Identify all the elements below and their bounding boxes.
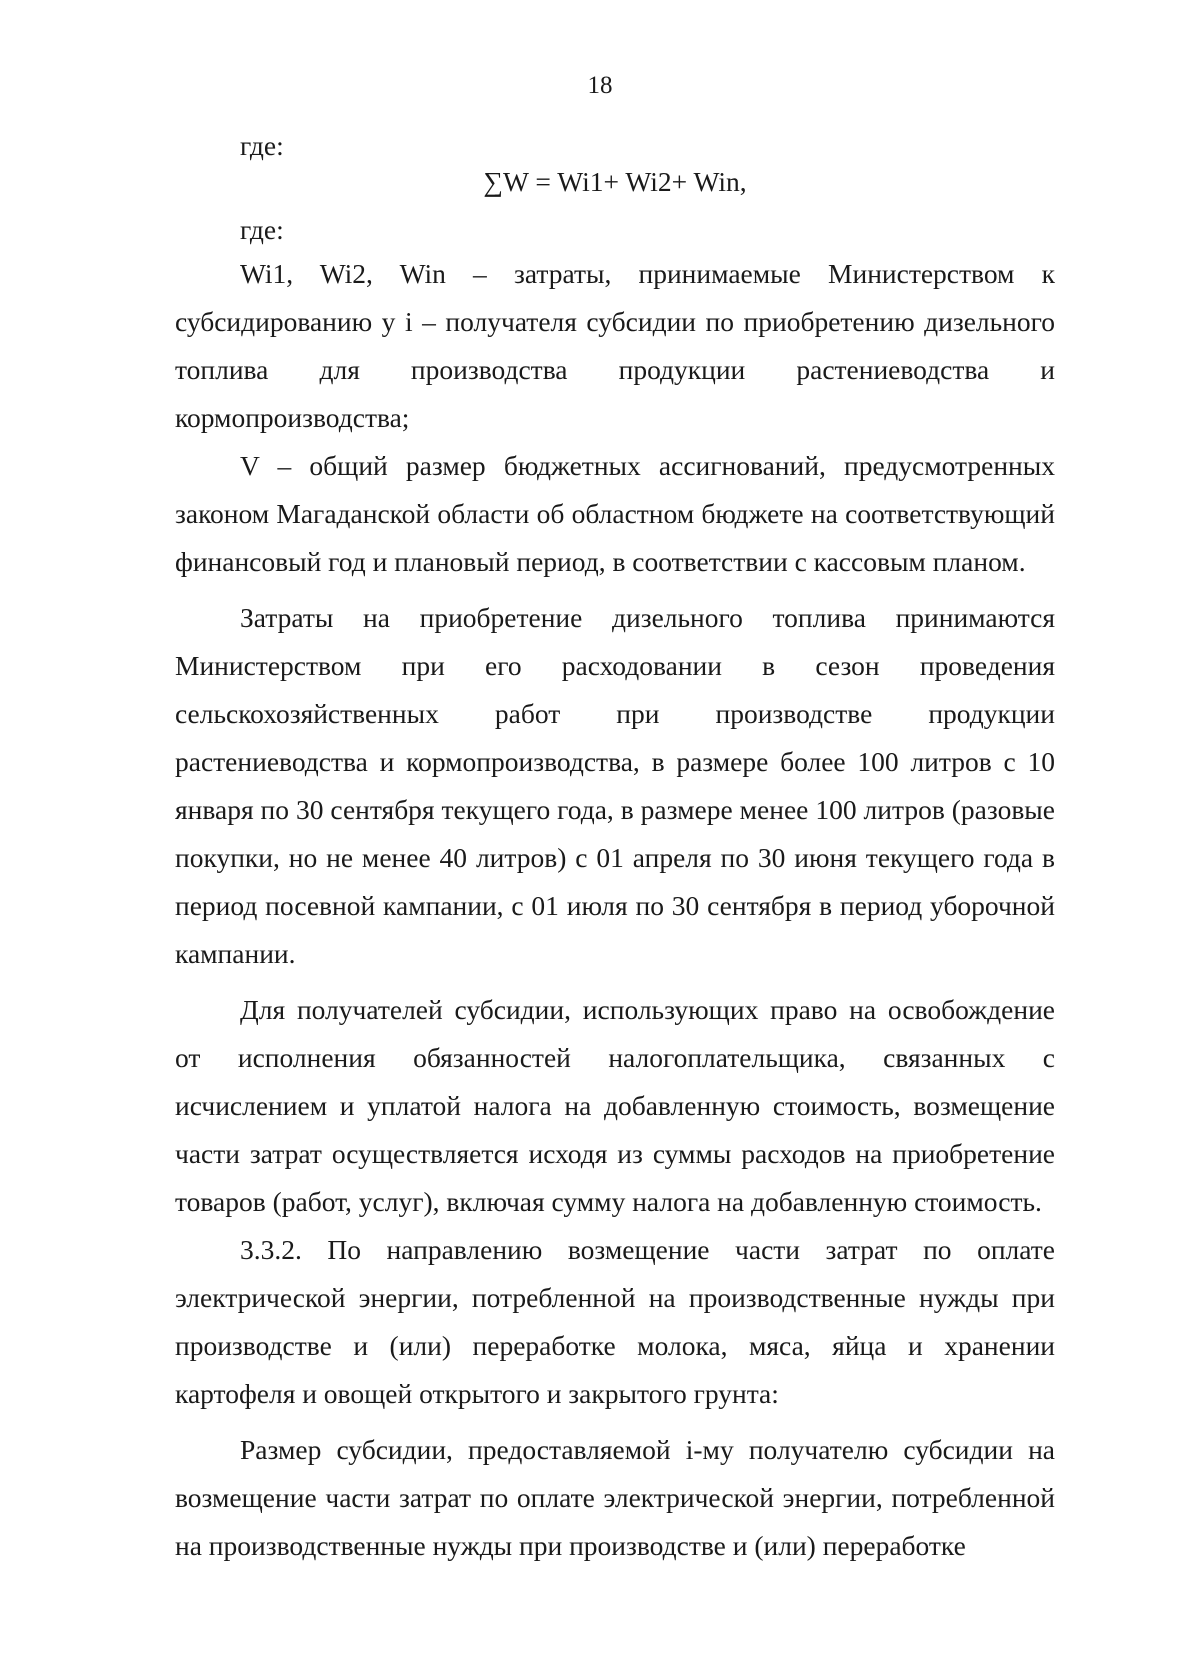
paragraph-diesel-costs: Затраты на приобретение дизельного топлива принимаются Министерством при его расходовании в сезон проведения сельскохозяйственных работ при производстве продукции растениеводства и кормопроизводства, в размере более 100 литров с 10 января по 30 сентября текущего года, в размере менее 100 литров (разовые покупки, но не менее 40 литров) с 01 апреля по 30 июня текущего года в период посевной кампании, с 01 июля по 30 сентября в период уборочной кампании.	[175, 602, 1055, 969]
paragraph-v-definition: V – общий размер бюджетных ассигнований, предусмотренных законом Магаданской области об областном бюджете на соответствующий финансовый год и плановый период, в соответствии с кассовым планом.	[175, 450, 1055, 577]
where-label-1: где:	[240, 130, 284, 161]
document-body	[175, 250, 1055, 1570]
paragraph-section-3-3-2: 3.3.2. По направлению возмещение части затрат по оплате электрической энергии, потребленной на производственные нужды при производстве и (или) переработке молока, мяса, яйца и хранении картофеля и овощей открытого и закрытого грунта:	[175, 1234, 1055, 1409]
paragraph-wi-definition: Wi1, Wi2, Win – затраты, принимаемые Министерством к субсидированию у i – получателя субсидии по приобретению дизельного топлива для производства продукции растениеводства и кормопроизводства;	[175, 258, 1055, 433]
sum-formula: ∑W = Wi1+ Wi2+ Win,	[483, 166, 747, 197]
page-number: 18	[587, 72, 613, 99]
paragraph-vat-exemption: Для получателей субсидии, использующих право на освобождение от исполнения обязанностей налогоплательщика, связанных с исчислением и уплатой налога на добавленную стоимость, возмещение части затрат осуществляется исходя из суммы расходов на приобретение товаров (работ, услуг), включая сумму налога на добавленную стоимость.	[175, 994, 1055, 1217]
where-label-2: где:	[240, 214, 284, 245]
paragraph-subsidy-size: Размер субсидии, предоставляемой i-му получателю субсидии на возмещение части затрат по оплате электрической энергии, потребленной на производственные нужды при производстве и (или) переработке	[175, 1434, 1055, 1561]
